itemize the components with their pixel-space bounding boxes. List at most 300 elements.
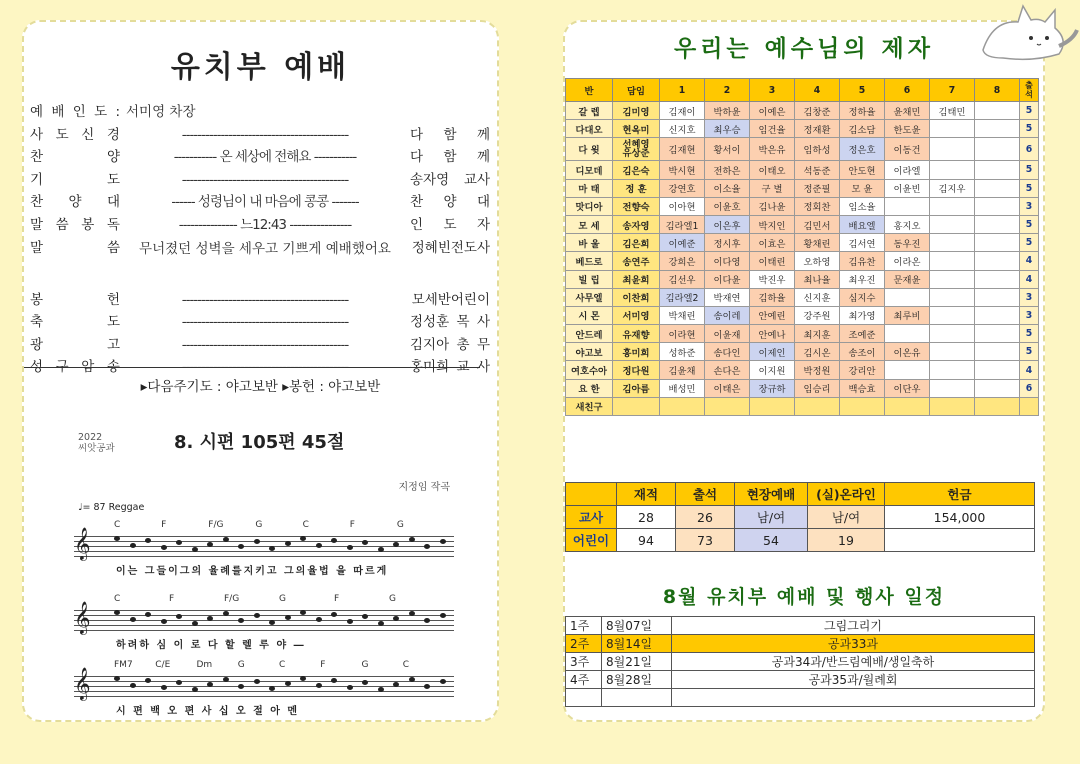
class-teacher: 김은희 (613, 234, 660, 252)
empty-cell (750, 397, 795, 415)
schedule-event: 공과34과/반드림예배/생일축하 (672, 653, 1035, 671)
order-person-part: 홍미희 (410, 359, 450, 376)
order-row (30, 125, 490, 148)
staff-line (74, 556, 454, 557)
order-detail: ------------------------------------------- (181, 336, 349, 353)
schedule-week: 3주 (566, 653, 602, 671)
stats-attend: 73 (676, 529, 735, 552)
note-icon (269, 620, 275, 625)
note-icon (378, 621, 384, 626)
roster-row (566, 138, 1039, 161)
order-label-char: 기 (30, 171, 44, 188)
chord-label: G (396, 520, 404, 530)
member-cell: 황채린 (795, 234, 840, 252)
member-cell: 배성민 (660, 379, 705, 397)
order-person (410, 215, 490, 235)
note-icon (347, 545, 353, 550)
member-cell (930, 161, 975, 179)
order-person-part: 총 (456, 336, 470, 353)
order-label-char: 봉 (81, 216, 95, 233)
stats-header: 출석 (676, 483, 735, 506)
note-icon (176, 680, 182, 685)
member-cell: 이지원 (750, 361, 795, 379)
order-label (30, 312, 120, 332)
member-cell: 최지훈 (795, 325, 840, 343)
schedule-event: 그림그리기 (672, 617, 1035, 635)
order-person-part: 인 (410, 216, 424, 233)
order-label-char: 헌 (106, 291, 120, 308)
member-cell (975, 102, 1020, 120)
worship-order-list (30, 102, 490, 380)
roster-row (566, 234, 1039, 252)
order-person-part: 도 (443, 216, 457, 233)
staff-line (74, 625, 454, 626)
note-icon (378, 547, 384, 552)
class-teacher: 송연주 (613, 252, 660, 270)
class-teacher: 현옥미 (613, 120, 660, 138)
order-label-char: 도 (55, 126, 69, 143)
roster-row (566, 161, 1039, 179)
order-person-part: 김지아 (410, 336, 450, 353)
member-cell: 배요엘 (840, 215, 885, 233)
note-icon (269, 546, 275, 551)
lyric-line: 시 편 백 오 편 사 십 오 절 아 멘 (116, 706, 300, 717)
roster-header: 6 (885, 79, 930, 102)
note-icon (254, 679, 260, 684)
attendance-count: 4 (1020, 270, 1039, 288)
note-icon (440, 679, 446, 684)
stats-header: (실)온라인 (808, 483, 885, 506)
music-staff (74, 667, 454, 700)
roster-row (566, 343, 1039, 361)
member-cell (885, 361, 930, 379)
note-icon (424, 684, 430, 689)
member-cell: 이태린 (750, 252, 795, 270)
member-cell: 박시현 (660, 161, 705, 179)
schedule-event: 공과35과/월례회 (672, 671, 1035, 689)
member-cell: 이다영 (705, 252, 750, 270)
order-person (410, 238, 490, 258)
treble-clef-icon: 𝄞 (74, 667, 91, 700)
note-icon (192, 621, 198, 626)
member-cell: 최가영 (840, 306, 885, 324)
order-label-char: 말 (30, 239, 44, 256)
roster-row (566, 270, 1039, 288)
empty-cell (885, 397, 930, 415)
order-person (410, 290, 490, 310)
member-cell: 송이레 (705, 306, 750, 324)
chord-label: FM7 (114, 660, 133, 670)
order-person-part: 무 (476, 336, 490, 353)
member-cell: 안예린 (750, 306, 795, 324)
roster-header: 4 (795, 79, 840, 102)
staff-line (74, 696, 454, 697)
empty-cell (613, 397, 660, 415)
attendance-count: 4 (1020, 361, 1039, 379)
order-label-char: 고 (106, 336, 120, 353)
note-icon (130, 617, 136, 622)
schedule-title: 8월 유치부 예배 및 행사 일정 (662, 586, 946, 608)
schedule-date: 8월28일 (602, 671, 672, 689)
order-label-char: 양 (68, 194, 82, 211)
member-cell: 안예나 (750, 325, 795, 343)
roster-row (566, 215, 1039, 233)
class-name: 시 몬 (566, 306, 613, 324)
member-cell: 이태은 (705, 379, 750, 397)
member-cell (930, 379, 975, 397)
note-icon (130, 543, 136, 548)
member-cell (930, 252, 975, 270)
order-label-char: 대 (106, 194, 120, 211)
stats-enrolled: 94 (617, 529, 676, 552)
order-label-char: 씀 (106, 239, 120, 256)
chord-label: C (279, 660, 286, 670)
sheet-tempo: ♩= 87 Reggae (78, 502, 145, 513)
order-detail: ------------------------------------------- (181, 314, 349, 331)
member-cell (975, 215, 1020, 233)
order-label-char: 송 (106, 359, 120, 376)
note-icon (424, 544, 430, 549)
member-cell: 이라엘 (885, 161, 930, 179)
note-icon (161, 545, 167, 550)
class-name: 갈 렙 (566, 102, 613, 120)
sheet-title: 8. 시편 105편 45절 (174, 432, 345, 453)
order-label (30, 290, 120, 310)
member-cell: 백승효 (840, 379, 885, 397)
class-name: 바 울 (566, 234, 613, 252)
order-detail: --------------- 느12:43 ---------------- (178, 216, 352, 233)
order-detail: ------------------------------------------- (181, 291, 349, 308)
roster-table (565, 78, 1039, 416)
new-friend-row (566, 397, 1039, 415)
class-name: 요 한 (566, 379, 613, 397)
member-cell: 심지수 (840, 288, 885, 306)
order-person-part: 다 (410, 126, 424, 143)
member-cell (975, 197, 1020, 215)
chord-label: G (279, 594, 286, 604)
member-cell: 이태오 (750, 161, 795, 179)
order-label-char: 양 (106, 149, 120, 166)
member-cell: 김나윤 (750, 197, 795, 215)
member-cell (975, 270, 1020, 288)
order-label (30, 335, 120, 355)
roster-header: 5 (840, 79, 885, 102)
member-cell: 오하영 (795, 252, 840, 270)
order-label (30, 192, 120, 212)
worship-order-panel (22, 20, 499, 722)
class-name: 사무엘 (566, 288, 613, 306)
note-icon (393, 542, 399, 547)
class-name: 모 세 (566, 215, 613, 233)
order-label-char: 배 (51, 104, 65, 120)
order-row (30, 238, 490, 290)
order-row (30, 102, 490, 125)
stats-row-label: 어린이 (566, 529, 617, 552)
schedule-week: 4주 (566, 671, 602, 689)
order-label (30, 125, 120, 145)
note-icon (114, 610, 120, 615)
order-label-char: 봉 (30, 291, 44, 308)
member-cell (885, 288, 930, 306)
order-person-part: 정성훈 (410, 314, 450, 331)
order-label-char: 인 (72, 104, 86, 120)
order-label-char: 찬 (30, 194, 44, 211)
class-teacher: 송자영 (613, 215, 660, 233)
class-teacher: 서미영 (613, 306, 660, 324)
member-cell: 전하은 (705, 161, 750, 179)
schedule-row (566, 689, 1035, 707)
member-cell: 박채린 (660, 306, 705, 324)
class-teacher: 홍미희 (613, 343, 660, 361)
member-cell: 임건율 (750, 120, 795, 138)
member-cell (975, 343, 1020, 361)
note-icon (347, 619, 353, 624)
note-icon (238, 618, 244, 623)
order-row (30, 290, 490, 313)
stats-row-label: 교사 (566, 506, 617, 529)
note-icon (331, 678, 337, 683)
member-cell: 이윤호 (705, 197, 750, 215)
note-icon (130, 683, 136, 688)
lyric-line: 하려하 심 이 로 다 할 렐 루 야 ― (116, 640, 306, 651)
note-icon (114, 676, 120, 681)
class-name: 베드로 (566, 252, 613, 270)
class-name: 야고보 (566, 343, 613, 361)
member-cell: 최우승 (705, 120, 750, 138)
member-cell: 이윤재 (705, 325, 750, 343)
schedule-row (566, 617, 1035, 635)
note-icon (145, 538, 151, 543)
note-icon (254, 539, 260, 544)
order-label-char: 예 (30, 104, 44, 120)
member-cell: 동우진 (885, 234, 930, 252)
staff-line (74, 676, 454, 677)
member-cell: 강연호 (660, 179, 705, 197)
member-cell: 신지훈 (795, 288, 840, 306)
class-name: 다 윗 (566, 138, 613, 161)
empty-cell (930, 397, 975, 415)
attendance-count: 3 (1020, 197, 1039, 215)
chord-label: F/G (224, 594, 240, 604)
member-cell (930, 361, 975, 379)
class-teacher: 정다원 (613, 361, 660, 379)
chord-label: C (114, 594, 121, 604)
order-label-char: 성 (30, 359, 44, 376)
class-name: 안드레 (566, 325, 613, 343)
member-cell (930, 215, 975, 233)
member-cell: 이제인 (750, 343, 795, 361)
member-cell: 이예준 (660, 234, 705, 252)
member-cell (930, 270, 975, 288)
member-cell (930, 138, 975, 161)
member-cell: 임소율 (840, 197, 885, 215)
member-cell: 석동준 (795, 161, 840, 179)
teacher-name-part: 유상준 (622, 148, 650, 160)
chord-label: G (389, 594, 396, 604)
treble-clef-icon: 𝄞 (74, 527, 91, 560)
member-cell: 신지호 (660, 120, 705, 138)
order-person (410, 335, 490, 355)
member-cell: 모 윤 (840, 179, 885, 197)
stats-header (566, 483, 617, 506)
member-cell: 김라엘2 (660, 288, 705, 306)
member-cell (930, 306, 975, 324)
roster-row (566, 306, 1039, 324)
class-teacher (613, 138, 660, 161)
order-label-char: 씀 (55, 216, 69, 233)
member-cell: 최루비 (885, 306, 930, 324)
stats-header: 재적 (617, 483, 676, 506)
member-cell: 이효은 (750, 234, 795, 252)
stats-row (566, 529, 1035, 552)
order-label-char: 도 (106, 314, 120, 331)
order-detail: ----------- 온 세상에 전해요 ----------- (173, 149, 357, 166)
class-teacher: 전향숙 (613, 197, 660, 215)
note-icon (409, 537, 415, 542)
note-icon (207, 616, 213, 621)
staff-line (74, 551, 454, 552)
member-cell: 장규하 (750, 379, 795, 397)
member-cell: 정하율 (840, 102, 885, 120)
member-cell: 박은유 (750, 138, 795, 161)
member-cell: 황서이 (705, 138, 750, 161)
member-cell: 김하율 (750, 288, 795, 306)
member-cell: 이은후 (705, 215, 750, 233)
empty-cell (660, 397, 705, 415)
order-label-char: 도 (106, 171, 120, 188)
order-label-char: 축 (30, 314, 44, 331)
schedule-week: 2주 (566, 635, 602, 653)
member-cell: 송다인 (705, 343, 750, 361)
chord-label: F (161, 520, 167, 530)
member-cell: 김재이 (660, 102, 705, 120)
member-cell: 김시온 (795, 343, 840, 361)
member-cell: 안도현 (840, 161, 885, 179)
next-week-note: ▸다음주기도 : 야고보반 ▸봉헌 : 야고보반 (140, 379, 381, 395)
class-name: 마 태 (566, 179, 613, 197)
order-person (410, 147, 490, 167)
order-person-part: 찬 (410, 194, 424, 211)
note-icon (362, 680, 368, 685)
lyric-line: 이는 그들이그의 율례를지키고 그의율법 을 따르게 (116, 566, 389, 577)
member-cell: 이예은 (750, 102, 795, 120)
order-leader: 서미영 차장 (126, 104, 196, 120)
staff-line (74, 610, 454, 611)
note-icon (238, 544, 244, 549)
roster-row (566, 288, 1039, 306)
note-icon (285, 681, 291, 686)
member-cell: 임승리 (795, 379, 840, 397)
member-cell: 이아현 (660, 197, 705, 215)
roster-header: 반 (566, 79, 613, 102)
order-person-part: 모세반어린이 (411, 291, 490, 308)
class-name: 맛디아 (566, 197, 613, 215)
member-cell: 이소율 (705, 179, 750, 197)
attendance-count: 5 (1020, 343, 1039, 361)
roster-header: 1 (660, 79, 705, 102)
order-detail: ------------------------------------------- (181, 126, 349, 143)
member-cell: 김민서 (795, 215, 840, 233)
roster-row (566, 197, 1039, 215)
member-cell: 박지인 (750, 215, 795, 233)
note-icon (176, 614, 182, 619)
chord-label: C/E (155, 660, 171, 670)
order-person-part: 정혜빈전도사 (411, 239, 490, 256)
member-cell: 손다은 (705, 361, 750, 379)
member-cell: 이다윤 (705, 270, 750, 288)
note-icon (362, 540, 368, 545)
note-icon (393, 616, 399, 621)
note-icon (145, 678, 151, 683)
schedule-event (672, 689, 1035, 707)
attendance-count: 3 (1020, 288, 1039, 306)
member-cell (930, 343, 975, 361)
member-cell: 김지우 (930, 179, 975, 197)
class-name: 여호수아 (566, 361, 613, 379)
order-label (30, 147, 120, 167)
note-icon (161, 685, 167, 690)
member-cell: 강리안 (840, 361, 885, 379)
class-name: 빌 립 (566, 270, 613, 288)
stats-header: 헌금 (885, 483, 1035, 506)
member-cell: 김서연 (840, 234, 885, 252)
schedule-week: 1주 (566, 617, 602, 635)
order-label (30, 215, 120, 235)
note-icon (300, 676, 306, 681)
member-cell (975, 252, 1020, 270)
class-teacher: 김아름 (613, 379, 660, 397)
order-person-part: 대 (476, 194, 490, 211)
stats-enrolled: 28 (617, 506, 676, 529)
chord-label: C (302, 520, 309, 530)
staff-line (74, 630, 454, 631)
music-staff (74, 527, 454, 560)
member-cell (885, 197, 930, 215)
sheet-year: 2022 씨앗공과 (78, 432, 115, 454)
schedule-date: 8월21일 (602, 653, 672, 671)
member-cell: 문재윤 (885, 270, 930, 288)
note-icon (316, 683, 322, 688)
schedule-table (565, 616, 1035, 707)
order-label (30, 170, 120, 190)
chord-label: C (114, 520, 121, 530)
attendance-count: 5 (1020, 120, 1039, 138)
schedule-row (566, 653, 1035, 671)
chord-label: F/G (208, 520, 224, 530)
stats-row (566, 506, 1035, 529)
page-title: 유치부 예배 (170, 50, 351, 85)
order-detail: 무너졌던 성벽을 세우고 기쁘게 예배했어요 (139, 240, 391, 257)
order-row (30, 312, 490, 335)
roster-header: 8 (975, 79, 1020, 102)
chord-label: F (320, 660, 326, 670)
roster-header: 2 (705, 79, 750, 102)
member-cell (975, 306, 1020, 324)
order-person (410, 125, 490, 145)
class-name: 다대오 (566, 120, 613, 138)
order-person-part: 양 (443, 194, 457, 211)
member-cell: 이단우 (885, 379, 930, 397)
note-icon (207, 682, 213, 687)
member-cell (975, 120, 1020, 138)
order-person (410, 170, 490, 190)
member-cell: 송조이 (840, 343, 885, 361)
member-cell: 이동건 (885, 138, 930, 161)
member-cell: 성하준 (660, 343, 705, 361)
order-row (30, 215, 490, 238)
order-label-char: 신 (81, 126, 95, 143)
member-cell: 조예준 (840, 325, 885, 343)
